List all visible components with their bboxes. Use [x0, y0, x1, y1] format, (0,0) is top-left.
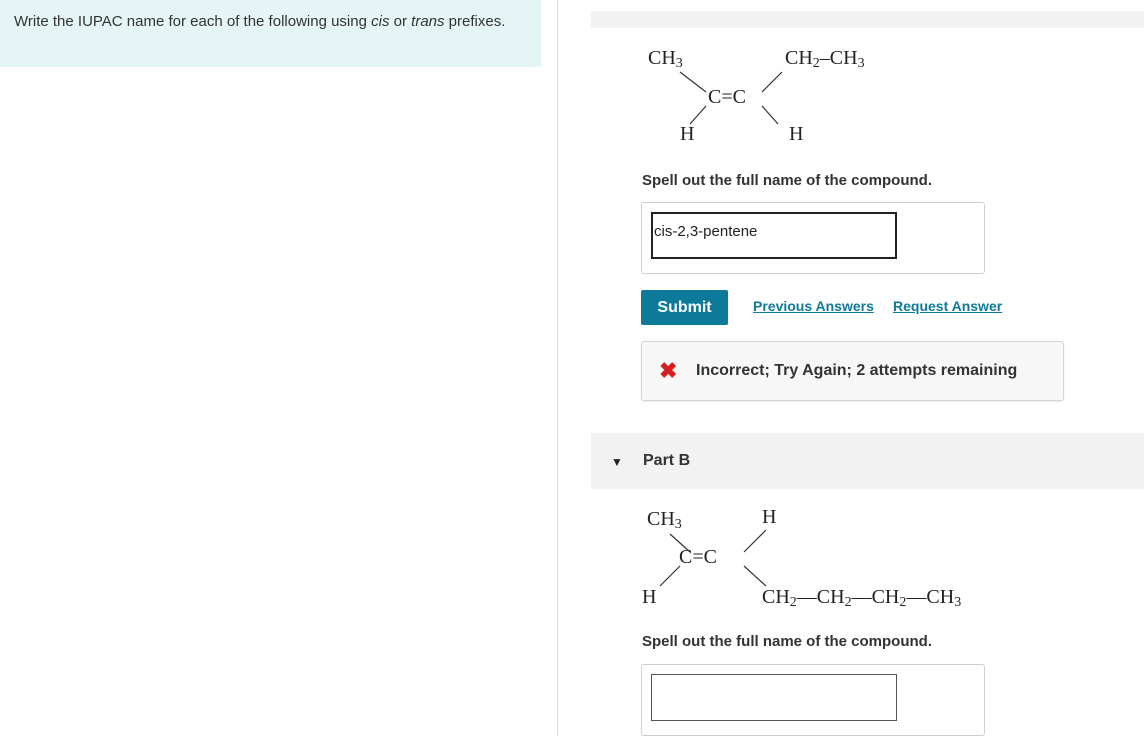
request-answer-link[interactable]: Request Answer [893, 298, 1003, 314]
instructions-trans: trans [411, 13, 445, 30]
part-b-prompt: Spell out the full name of the compound. [642, 633, 932, 650]
part-b-answer-box [641, 664, 985, 736]
incorrect-x-icon: ✖ [659, 358, 678, 383]
part-b-label: Part B [643, 452, 691, 469]
part-b-butyl-chain: $CH_2—CH_2—CH_2—CH_3$ [762, 586, 962, 610]
part-b-double-bond: C=C [679, 546, 717, 568]
instructions-or: or [389, 13, 412, 30]
part-a-ethyl-top-right: $CH_2-CH_3$ [785, 47, 865, 71]
part-a-h-bottom-right: H [789, 123, 804, 145]
submit-button[interactable]: Submit [641, 290, 728, 325]
part-b-answer-input[interactable] [651, 674, 897, 721]
part-b-h-bottom-left: H [642, 586, 657, 608]
part-a-prompt: Spell out the full name of the compound. [642, 172, 932, 189]
feedback-message: Incorrect; Try Again; 2 attempts remaining [696, 362, 1018, 379]
part-a-answer-input[interactable]: cis-2,3-pentene [651, 212, 897, 259]
part-a-h-bottom-left: H [680, 123, 695, 145]
previous-answers-link[interactable]: Previous Answers [753, 298, 874, 314]
instructions-cis: cis [371, 13, 390, 30]
part-b-ch3-top-left: $CH_3$ [647, 508, 682, 532]
caret-down-icon[interactable]: ▼ [611, 455, 623, 469]
part-a-ch3-top-left: $CH_3$ [648, 47, 683, 71]
part-b-h-top-right: H [762, 506, 777, 528]
part-a-double-bond: C=C [708, 86, 746, 108]
instructions-suffix: prefixes. [444, 13, 506, 30]
instructions-text: Write the IUPAC name for each of the following using [14, 13, 372, 30]
